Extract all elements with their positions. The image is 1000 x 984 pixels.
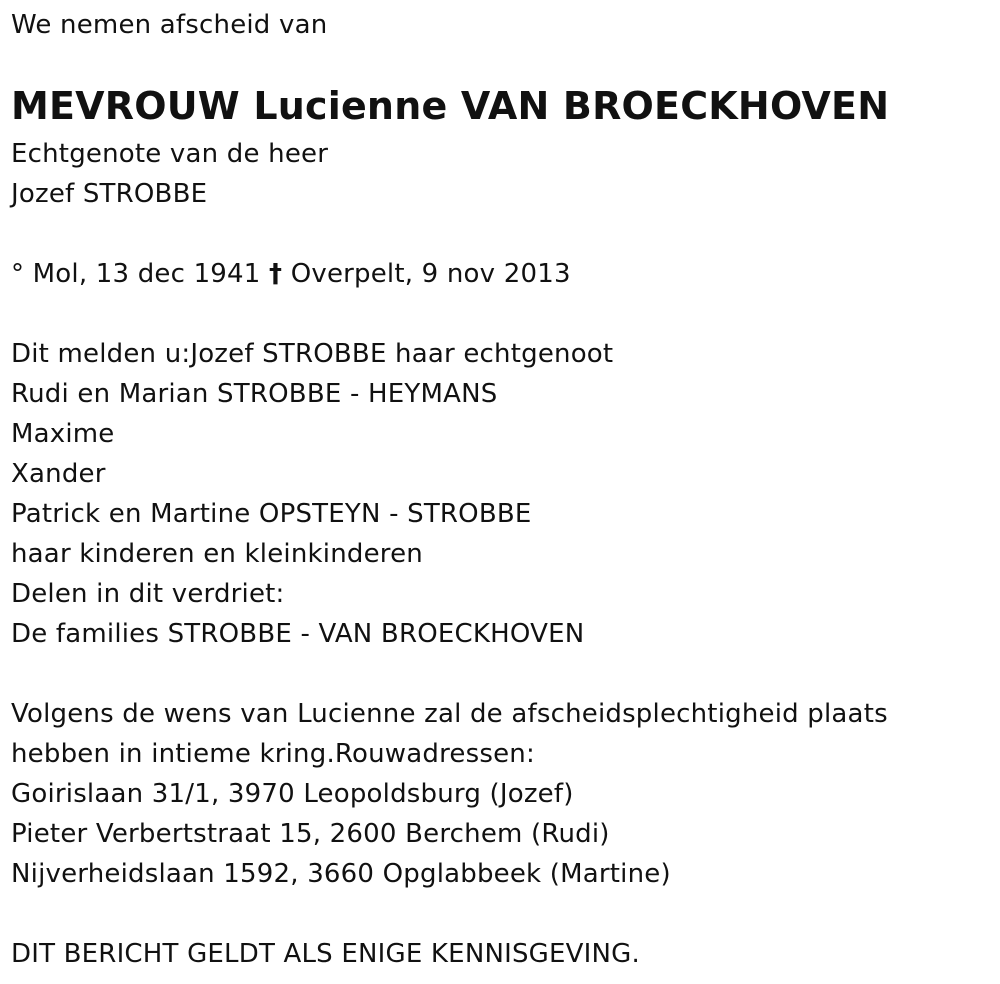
- ceremony-line: hebben in intieme kring.Rouwadressen:: [11, 739, 535, 769]
- announcer-line: Delen in dit verdriet:: [11, 579, 285, 609]
- address-line: Pieter Verbertstraat 15, 2600 Berchem (Rudi): [11, 819, 610, 849]
- ceremony-line: Volgens de wens van Lucienne zal de afscheidsplechtigheid plaats: [11, 699, 888, 729]
- birth-info: ° Mol, 13 dec 1941: [11, 259, 261, 289]
- announcer-line: haar kinderen en kleinkinderen: [11, 539, 423, 569]
- notice-line: DIT BERICHT GELDT ALS ENIGE KENNISGEVING.: [11, 939, 640, 969]
- announcer-line: Rudi en Marian STROBBE - HEYMANS: [11, 379, 498, 409]
- deceased-name: MEVROUW Lucienne VAN BROECKHOVEN: [11, 84, 890, 128]
- cross-icon: †: [269, 259, 283, 289]
- announcer-line: Dit melden u:Jozef STROBBE haar echtgenoot: [11, 339, 614, 369]
- announcer-line: Xander: [11, 459, 106, 489]
- dates-line: [11, 254, 571, 294]
- death-info: Overpelt, 9 nov 2013: [290, 259, 571, 289]
- spouse-line-2: Jozef STROBBE: [11, 179, 208, 209]
- spouse-line-1: Echtgenote van de heer: [11, 139, 329, 169]
- address-line: Nijverheidslaan 1592, 3660 Opglabbeek (Martine): [11, 859, 671, 889]
- announcer-line: Patrick en Martine OPSTEYN - STROBBE: [11, 499, 532, 529]
- announcer-line: De families STROBBE - VAN BROECKHOVEN: [11, 619, 585, 649]
- intro-text: We nemen afscheid van: [11, 10, 328, 40]
- address-line: Goirislaan 31/1, 3970 Leopoldsburg (Jozef): [11, 779, 574, 809]
- announcer-line: Maxime: [11, 419, 115, 449]
